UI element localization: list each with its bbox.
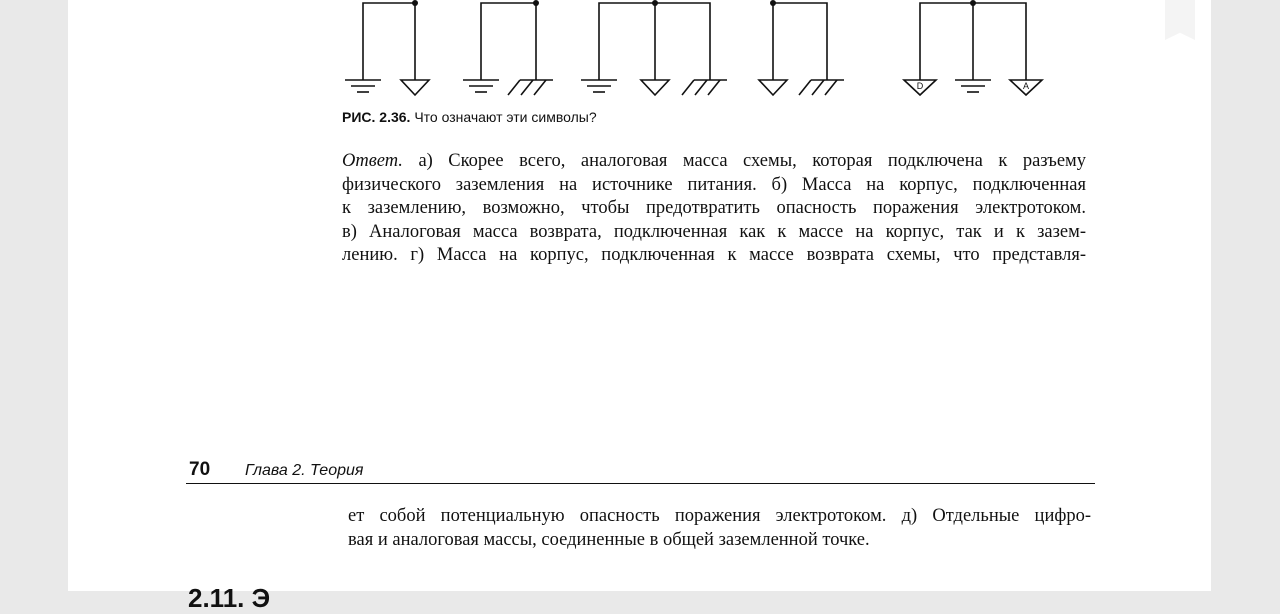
- page-number: 70: [189, 459, 211, 480]
- continuation-line: ет собой потенциальную опасность поражения электротоком. д) Отдельные цифро-: [348, 506, 1091, 526]
- ground-symbols-figure: [68, 0, 1211, 105]
- book-page: [68, 0, 1211, 613]
- answer-line: физического заземления на источнике питания. б) Масса на корпус, подключенная: [342, 174, 1086, 195]
- next-section-heading: 2.11. Э: [188, 583, 271, 613]
- answer-line: Ответ. а) Скорее всего, аналоговая масса схемы, которая подключена к разъему: [342, 151, 1087, 171]
- digital-letter: D: [916, 81, 924, 91]
- symbol-e: [904, 0, 1042, 95]
- answer-label: Ответ.: [342, 151, 403, 171]
- analog-letter: A: [1022, 81, 1030, 91]
- symbol-c: [581, 0, 727, 95]
- figure-caption: [342, 109, 597, 125]
- continuation-line: вая и аналоговая массы, соединенные в общей заземленной точке.: [348, 529, 870, 550]
- chapter-title: Глава 2. Теория: [245, 462, 364, 479]
- answer-line: лению. г) Масса на корпус, подключенная к массе возврата схемы, что представля-: [342, 245, 1086, 265]
- answer-line: в) Аналоговая масса возврата, подключенная как к массе на корпус, так и к зазем-: [342, 221, 1086, 242]
- symbol-d: [759, 0, 844, 95]
- answer-paragraph: [342, 150, 1086, 268]
- symbol-a: [345, 0, 429, 95]
- figure-label: РИС. 2.36.: [342, 109, 411, 125]
- figure-question: Что означают эти символы?: [414, 109, 597, 125]
- answer-line: к заземлению, возможно, чтобы предотвратить опасность поражения электротоком.: [342, 198, 1086, 218]
- page-footer: [186, 459, 1095, 484]
- continuation-paragraph: [348, 505, 1091, 552]
- symbol-b: [463, 0, 553, 95]
